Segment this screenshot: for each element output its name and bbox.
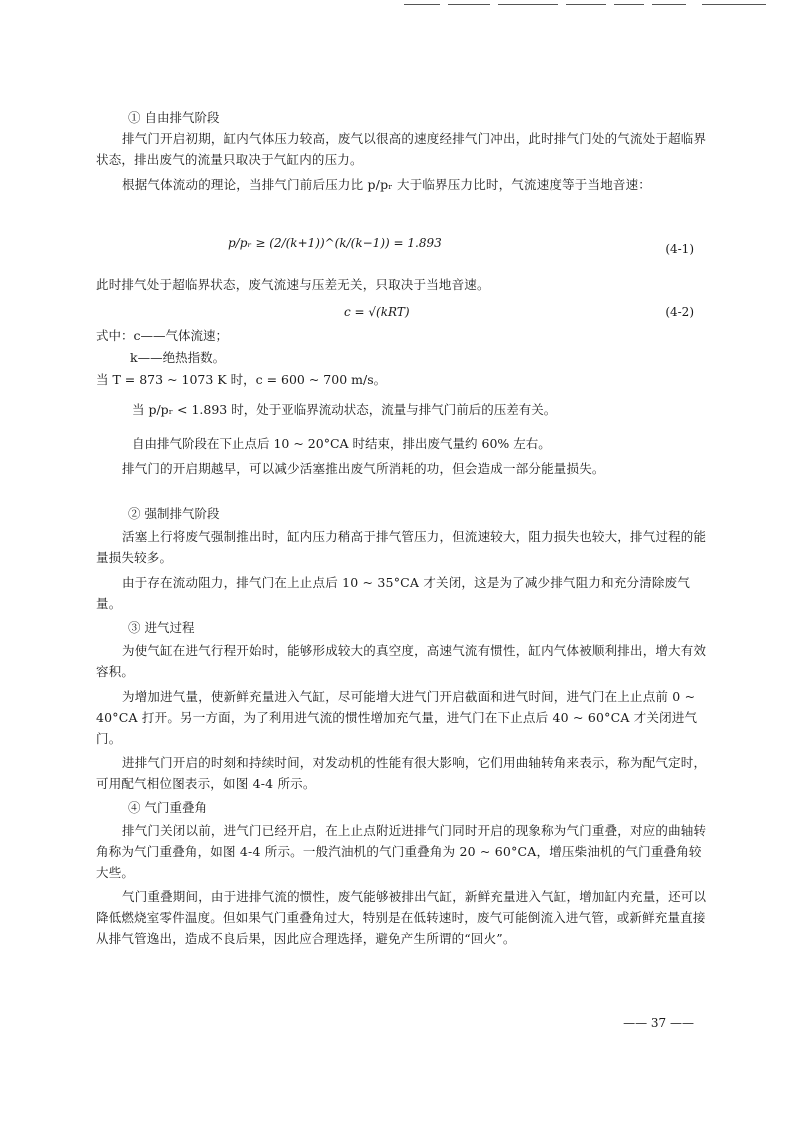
paragraph: 此时排气处于超临界状态，废气流速与压差无关，只取决于当地音速。 xyxy=(96,277,490,292)
paragraph: 自由排气阶段在下止点后 10 ~ 20°CA 时结束，排出废气量约 60% 左右。 xyxy=(132,436,551,451)
paragraph: 当 T = 873 ~ 1073 K 时，c = 600 ~ 700 m/s。 xyxy=(96,372,387,387)
equation-number: (4-1) xyxy=(665,242,694,256)
paragraph: 排气门关闭以前，进气门已经开启，在上止点附近进排气门同时开启的现象称为气门重叠，对应的曲轴转角称为气门重叠角，如图 4-4 所示。一般汽油机的气门重叠角为 20 ~ 60°CA，增压柴油机的气门重叠角较大些。 xyxy=(96,823,707,880)
section-heading: ④ 气门重叠角 xyxy=(128,800,207,815)
section-heading: ② 强制排气阶段 xyxy=(128,506,220,521)
paragraph: 气门重叠期间，由于进排气流的惯性，废气能够被排出气缸，新鲜充量进入气缸，增加缸内充量，还可以降低燃烧室零件温度。但如果气门重叠角过大，特别是在低转速时，废气可能倒流入进气管，或新鲜充量直接从排气管逸出，造成不良后果，因此应合理选择，避免产生所谓的“回火”。 xyxy=(96,889,707,946)
paragraph: 由于存在流动阻力，排气门在上止点后 10 ~ 35°CA 才关闭，这是为了减少排气阻力和充分清除废气量。 xyxy=(96,575,691,611)
top-rule xyxy=(566,4,606,5)
top-rule xyxy=(404,4,440,5)
paragraph: 活塞上行将废气强制推出时，缸内压力稍高于排气管压力，但流速较大，阻力损失也较大，排气过程的能量损失较多。 xyxy=(96,529,707,565)
paragraph: 为使气缸在进气行程开始时，能够形成较大的真空度，高速气流有惯性，缸内气体被顺利排出，增大有效容积。 xyxy=(96,643,707,679)
top-rule xyxy=(652,4,686,5)
equation-number: (4-2) xyxy=(665,305,694,319)
definition: k——绝热指数。 xyxy=(130,350,226,365)
top-rule xyxy=(448,4,490,5)
paragraph: 进排气门开启的时刻和持续时间，对发动机的性能有很大影响，它们用曲轴转角来表示，称为配气定时，可用配气相位图表示，如图 4-4 所示。 xyxy=(96,755,707,791)
equation: c = √(kRT) xyxy=(344,305,410,319)
paragraph: 当 p/pᵣ < 1.893 时，处于亚临界流动状态，流量与排气门前后的压差有关。 xyxy=(132,402,557,417)
top-rule xyxy=(498,4,558,5)
top-rule xyxy=(702,4,766,5)
section-heading: ① 自由排气阶段 xyxy=(128,110,220,125)
definition: 式中：c——气体流速； xyxy=(96,328,229,343)
top-rule xyxy=(614,4,644,5)
equation: p/pᵣ ≥ (2/(k+1))^(k/(k−1)) = 1.893 xyxy=(228,236,442,250)
section-heading: ③ 进气过程 xyxy=(128,620,195,635)
paragraph: 为增加进气量，使新鲜充量进入气缸，尽可能增大进气门开启截面和进气时间，进气门在上止点前 0 ~ 40°CA 打开。另一方面，为了利用进气流的惯性增加充气量，进气门在下止点后 40 ~ 60°CA 才关闭进气门。 xyxy=(96,689,698,746)
paragraph: 排气门的开启期越早，可以减少活塞推出废气所消耗的功，但会造成一部分能量损失。 xyxy=(122,461,605,476)
page-number: —— 37 —— xyxy=(623,1016,694,1030)
paragraph: 排气门开启初期，缸内气体压力较高，废气以很高的速度经排气门冲出，此时排气门处的气流处于超临界状态，排出废气的流量只取决于气缸内的压力。 xyxy=(96,131,707,167)
paragraph: 根据气体流动的理论，当排气门前后压力比 p/pᵣ 大于临界压力比时，气流速度等于当地音速： xyxy=(122,177,652,192)
